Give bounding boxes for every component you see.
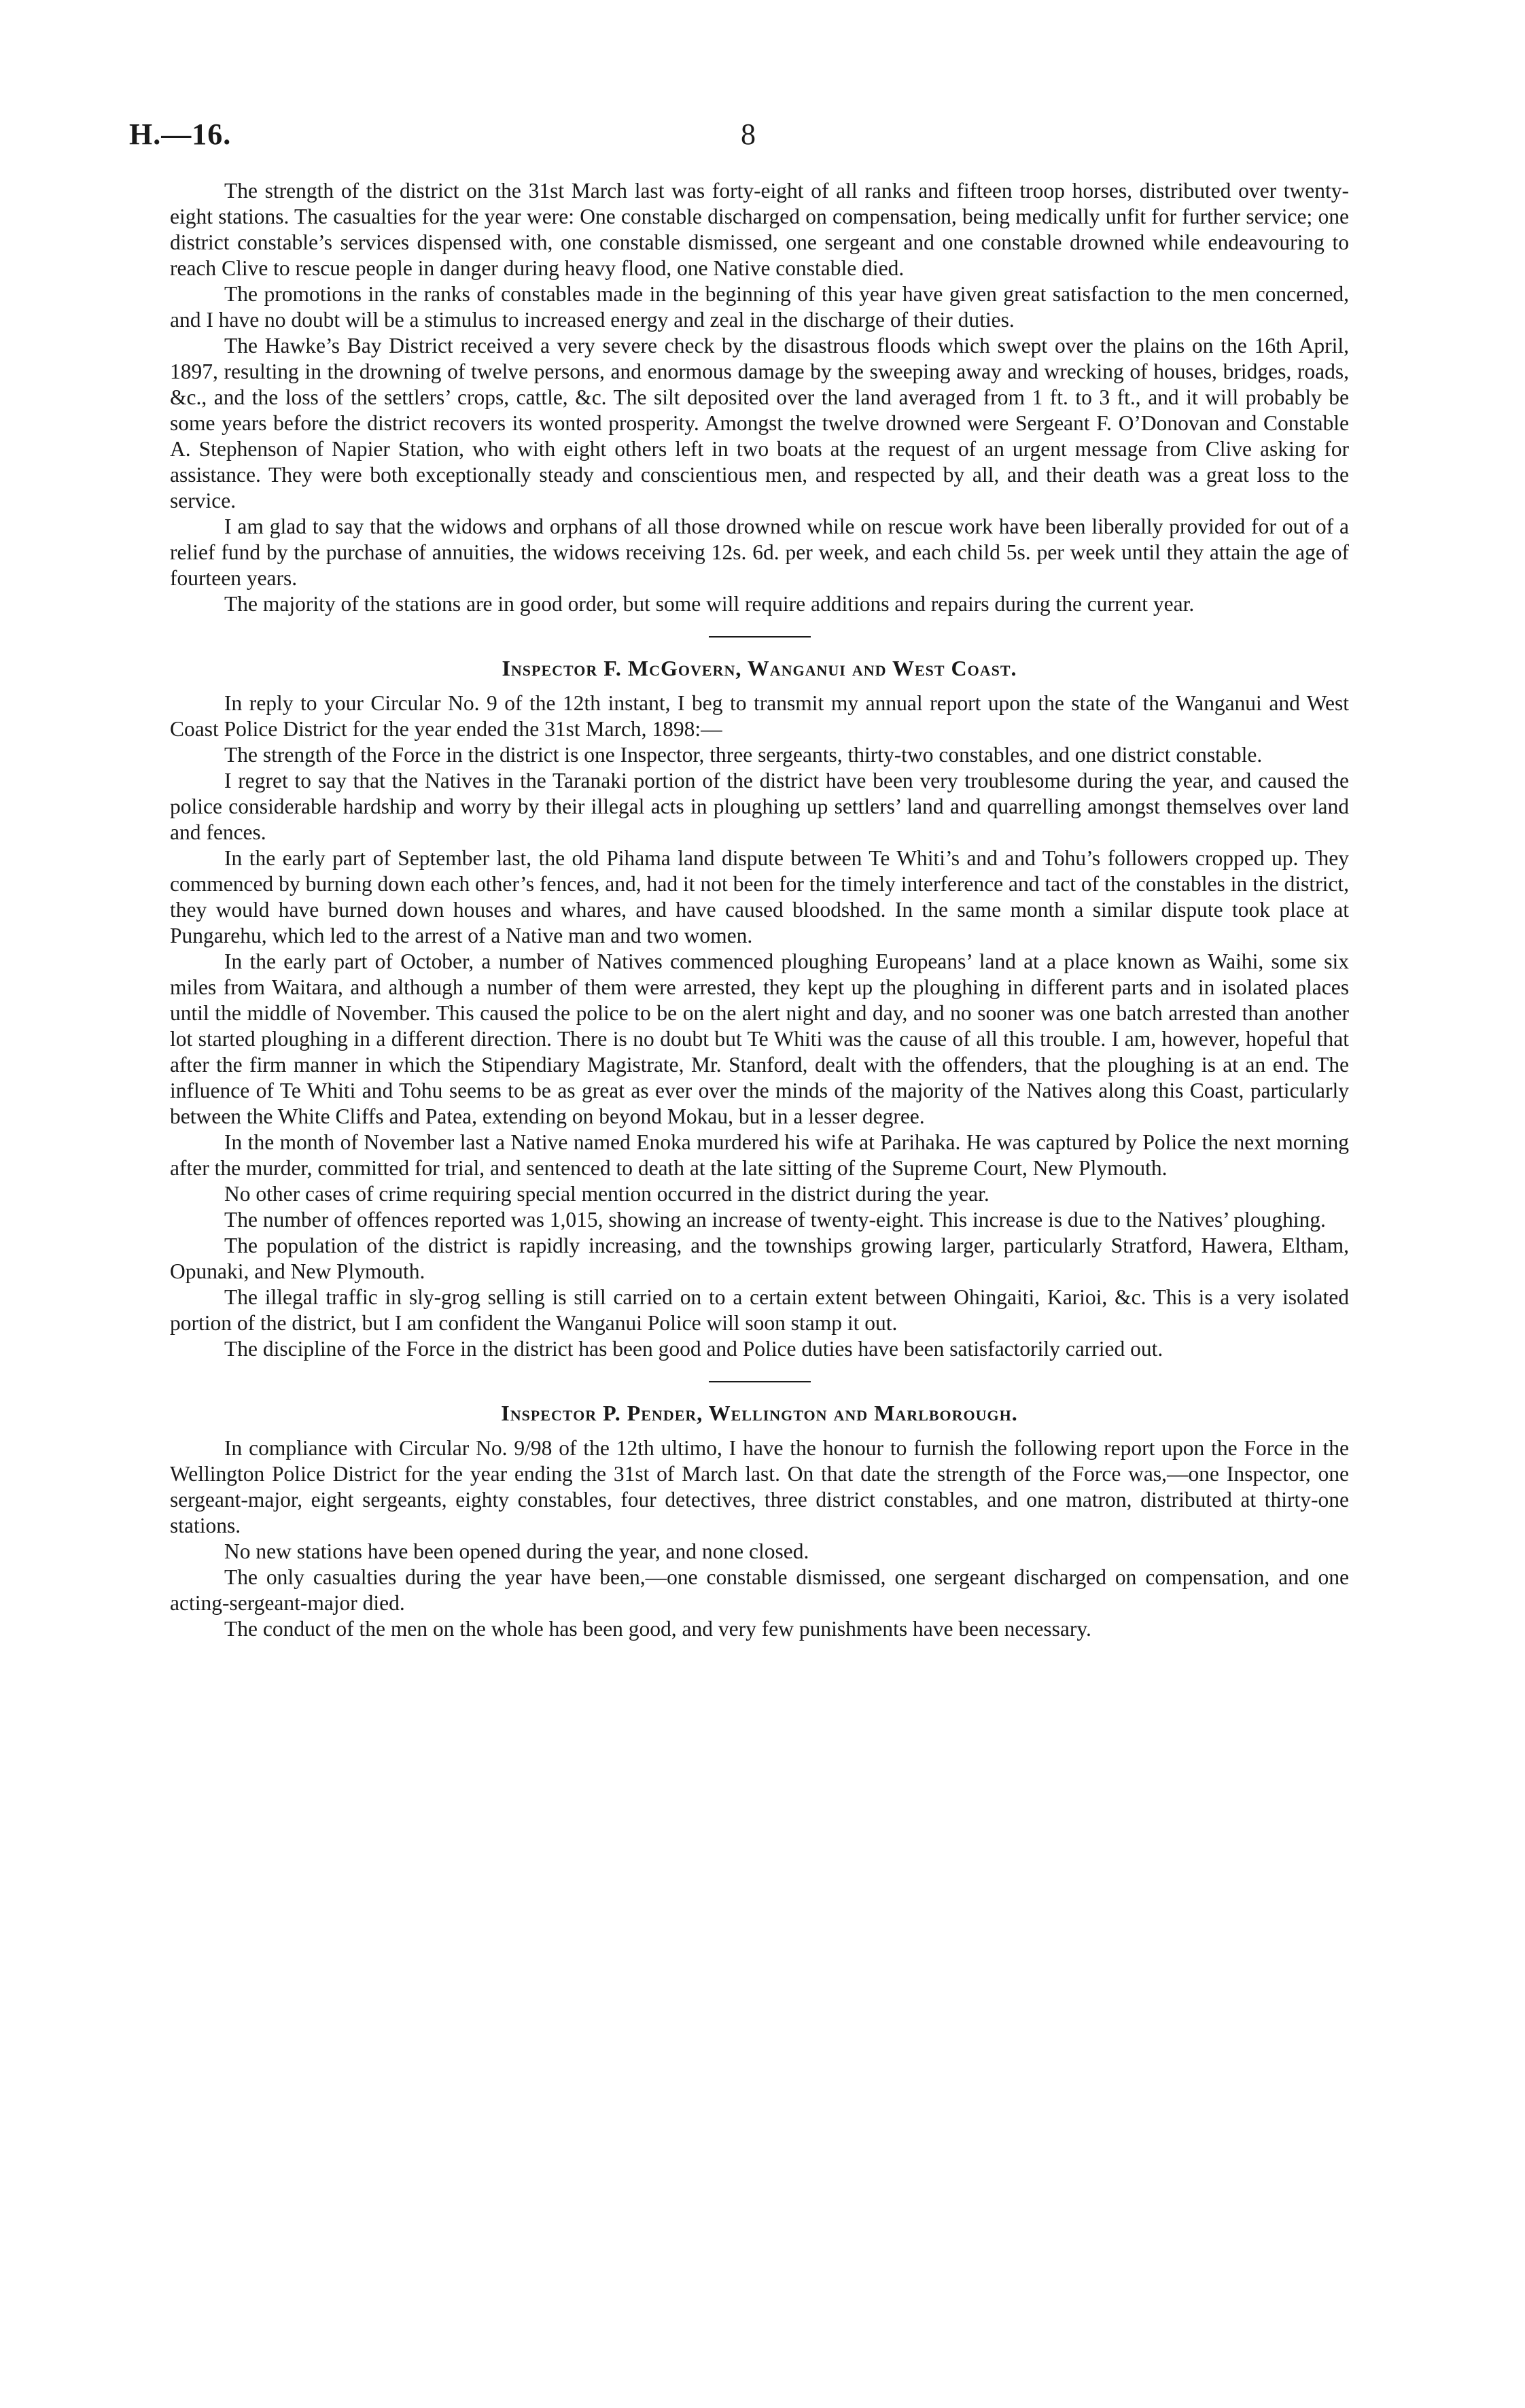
paragraph: The strength of the district on the 31st March last was forty-eight of all ranks and fifteen troop horses, distributed over twenty-eight stations. The casualties for the year were: One constable discharged on compensation, being medically unfit for further service; one district constable’s services dispensed with, one constable dismissed, one sergeant and one constable drowned while endeavouring to reach Clive to rescue people in danger during heavy flood, one Native constable died.: [170, 179, 1349, 280]
paragraph: The strength of the Force in the district is one Inspector, three sergeants, thirty-two constables, and one district constable.: [224, 743, 1263, 767]
paragraph: In reply to your Circular No. 9 of the 12th instant, I beg to transmit my annual report upon the state of the Wanganui and West Coast Police District for the year ended the 31st March, 1898:—: [170, 691, 1349, 741]
paragraph: In the early part of October, a number of Natives commenced ploughing Europeans’ land at a place known as Waihi, some six miles from Waitara, and although a number of them were arrested, they kept up the ploughing in different parts and in isolated places until the middle of November. This caused the police to be on the alert night and day, and no sooner was one batch arrested than another lot started ploughing in a different direction. There is no doubt but Te Whiti was the cause of all this trouble. I am, however, hopeful that after the firm manner in which the Stipendiary Magistrate, Mr. Stanford, dealt with the offenders, that the ploughing is at an end. The influence of Te Whiti and Tohu seems to be as great as ever over the minds of the majority of the Natives along this Coast, particularly between the White Cliffs and Patea, extending on beyond Mokau, but in a lesser degree.: [170, 949, 1349, 1128]
paragraph: In compliance with Circular No. 9/98 of the 12th ultimo, I have the honour to furnish the following report upon the Force in the Wellington Police District for the year ending the 31st of March last. On that date the strength of the Force was,—one Inspector, one sergeant-major, eight sergeants, eighty constables, four detectives, three district constables, and one matron, distributed at thirty-one stations.: [170, 1436, 1349, 1537]
report-body: [170, 178, 1349, 1642]
paragraph: The number of offences reported was 1,015, showing an increase of twenty-eight. This increase is due to the Natives’ ploughing.: [224, 1208, 1326, 1232]
document-reference: H.—16.: [129, 118, 232, 151]
paragraph: The discipline of the Force in the district has been good and Police duties have been satisfactorily carried out.: [224, 1337, 1163, 1361]
section-heading: Inspector P. Pender, Wellington and Marlborough.: [501, 1401, 1018, 1425]
paragraph: The illegal traffic in sly-grog selling is still carried on to a certain extent between Ohingaiti, Karioi, &c. This is a very isolated portion of the district, but I am confident the Wanganui Police will soon stamp it out.: [170, 1285, 1349, 1335]
paragraph: The only casualties during the year have been,—one constable dismissed, one sergeant discharged on compensation, and one acting-sergeant-major died.: [170, 1565, 1349, 1615]
paragraph: The promotions in the ranks of constables made in the beginning of this year have given great satisfaction to the men concerned, and I have no doubt will be a stimulus to increased energy and zeal in the discharge of their duties.: [170, 282, 1349, 332]
paragraph: The Hawke’s Bay District received a very severe check by the disastrous floods which swept over the plains on the 16th April, 1897, resulting in the drowning of twelve persons, and enormous damage by the sweeping away and wrecking of houses, bridges, roads, &c., and the loss of the settlers’ crops, cattle, &c. The silt deposited over the land averaged from 1 ft. to 3 ft., and it will probably be some years before the district recovers its wonted prosperity. Amongst the twelve drowned were Sergeant F. O’Donovan and Constable A. Stephenson of Napier Station, who with eight others left in two boats at the request of an urgent message from Clive asking for assistance. They were both exceptionally steady and conscientious men, and respected by all, and their death was a great loss to the service.: [170, 334, 1349, 512]
page-number: 8: [741, 118, 756, 151]
paragraph: No new stations have been opened during the year, and none closed.: [224, 1539, 809, 1563]
paragraph: I regret to say that the Natives in the Taranaki portion of the district have been very troublesome during the year, and caused the police considerable hardship and worry by their illegal acts in ploughing up settlers’ land and quarrelling amongst themselves over land and fences.: [170, 769, 1349, 844]
page-header: [129, 117, 1352, 158]
paragraph: The majority of the stations are in good order, but some will require additions and repairs during the current year.: [224, 592, 1195, 616]
paragraph: The conduct of the men on the whole has been good, and very few punishments have been necessary.: [224, 1617, 1091, 1641]
section-hawkes-bay: [170, 178, 1349, 617]
paragraph: No other cases of crime requiring special mention occurred in the district during the year.: [224, 1182, 989, 1206]
paragraph: In the early part of September last, the old Pihama land dispute between Te Whiti’s and and Tohu’s followers cropped up. They commenced by burning down each other’s fences, and, had it not been for the timely interference and tact of the constables in the district, they would have burned down houses and whares, and have caused bloodshed. In the same month a similar dispute took place at Pungarehu, which led to the arrest of a Native man and two women.: [170, 846, 1349, 947]
paragraph: I am glad to say that the widows and orphans of all those drowned while on rescue work have been liberally provided for out of a relief fund by the purchase of annuities, the widows receiving 12s. 6d. per week, and each child 5s. per week until they attain the age of fourteen years.: [170, 514, 1349, 590]
section-heading: Inspector F. McGovern, Wanganui and West Coast.: [502, 656, 1017, 680]
section-wellington: [170, 1382, 1349, 1642]
paragraph: The population of the district is rapidly increasing, and the townships growing larger, particularly Stratford, Hawera, Eltham, Opunaki, and New Plymouth.: [170, 1234, 1349, 1283]
section-wanganui: [170, 638, 1349, 1362]
paragraph: In the month of November last a Native named Enoka murdered his wife at Parihaka. He was captured by Police the next morning after the murder, committed for trial, and sentenced to death at the late sitting of the Supreme Court, New Plymouth.: [170, 1130, 1349, 1180]
